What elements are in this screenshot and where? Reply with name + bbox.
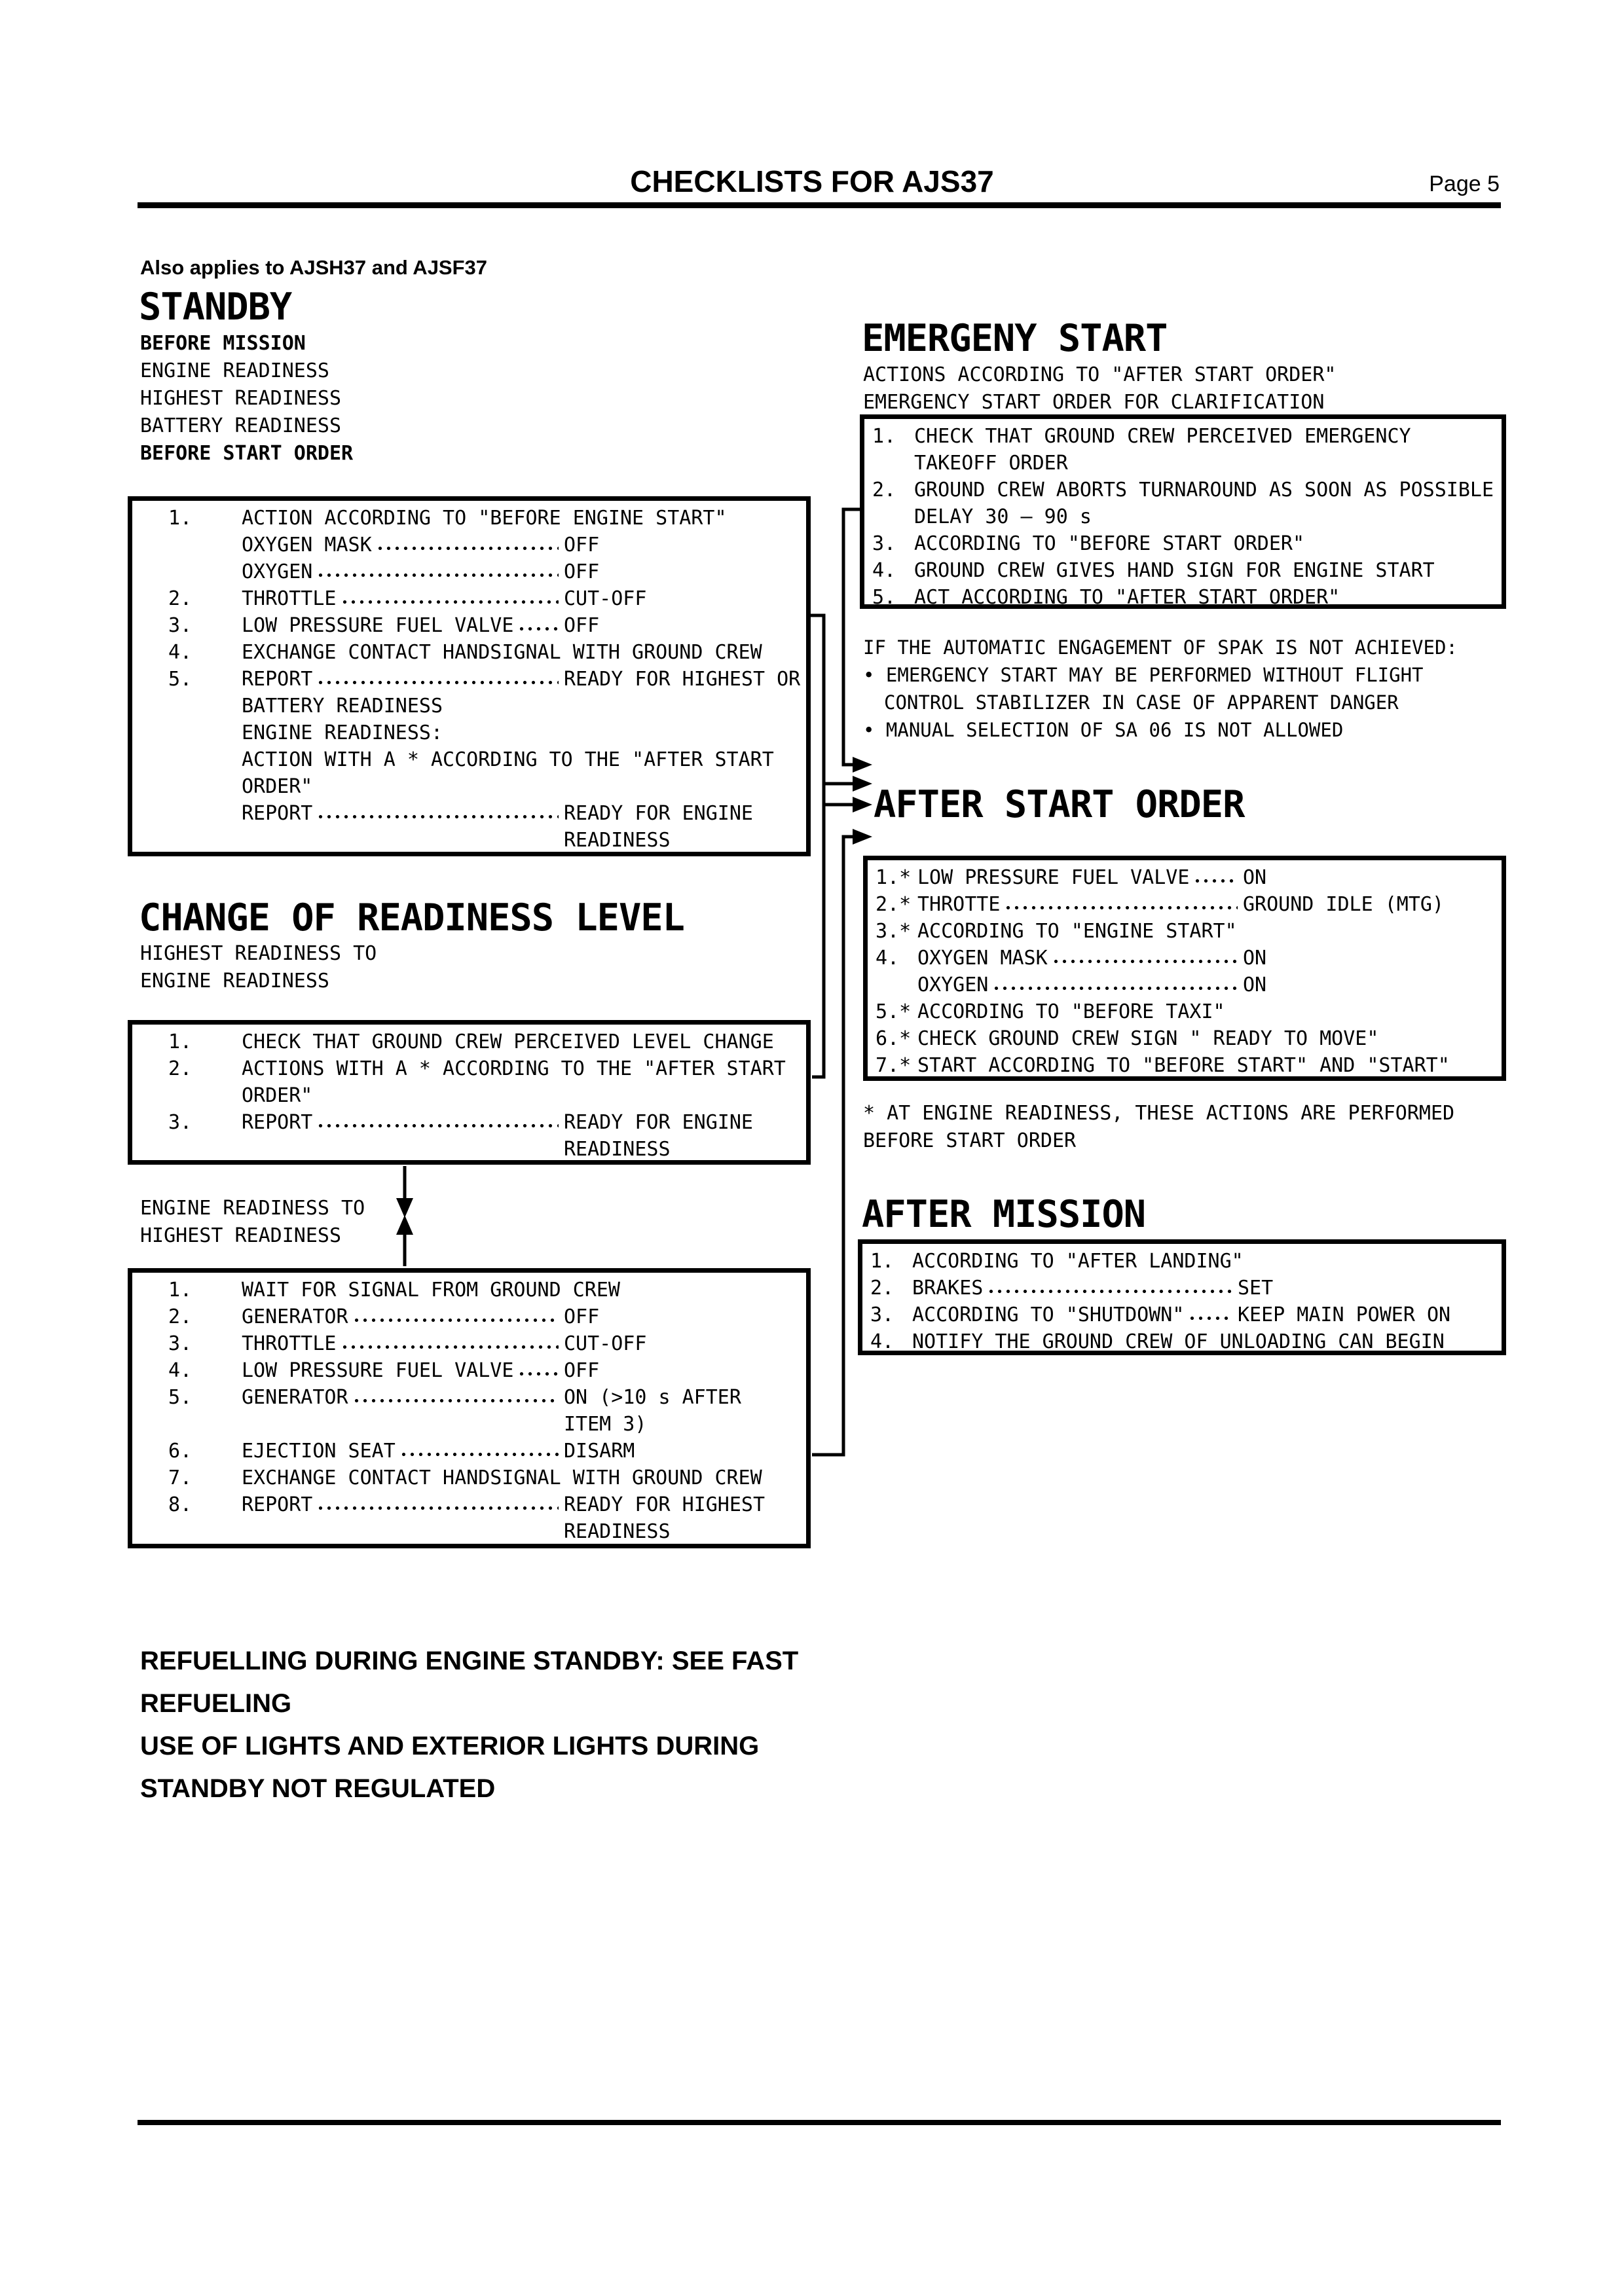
subhead-line: ENGINE READINESS <box>140 970 329 993</box>
subhead-line: ENGINE READINESS TO <box>140 1197 365 1220</box>
item-value: ON (>10 s AFTER <box>564 1386 741 1409</box>
item-value: CUT-OFF <box>564 1332 647 1355</box>
item-number: 4. <box>872 559 896 582</box>
item-label: TAKEOFF ORDER <box>914 452 1068 475</box>
item-label: THROTTLE <box>242 587 337 610</box>
item-label: LOW PRESSURE FUEL VALVE <box>242 614 514 637</box>
item-number: 4. <box>876 947 900 970</box>
item-number: 4. <box>168 641 193 664</box>
change-readiness-section-title: CHANGE OF READINESS LEVEL <box>139 896 684 939</box>
item-number: 2. <box>168 1305 193 1328</box>
item-label: EXCHANGE CONTACT HANDSIGNAL WITH GROUND CREW <box>242 1467 762 1489</box>
item-label: LOW PRESSURE FUEL VALVE <box>242 1359 514 1382</box>
item-value: OFF <box>564 534 600 556</box>
item-number: 3. <box>168 1332 193 1355</box>
item-label: GENERATOR <box>242 1386 348 1409</box>
item-number: 2. <box>168 587 193 610</box>
item-label: GENERATOR <box>242 1305 348 1328</box>
item-value: SET <box>1238 1277 1274 1300</box>
item-label: ACTION WITH A * ACCORDING TO THE "AFTER START <box>242 748 774 771</box>
arrowhead-down-icon <box>396 1198 413 1218</box>
arrowhead-up-icon <box>396 1215 413 1235</box>
item-number: 1.* <box>876 866 912 889</box>
item-number: 1. <box>870 1250 895 1273</box>
item-number: 7.* <box>876 1054 912 1077</box>
arrowhead-1-icon <box>853 757 872 773</box>
item-label: DELAY 30 – 90 s <box>914 505 1092 528</box>
item-value: ON <box>1243 974 1267 996</box>
item-value: CUT-OFF <box>564 587 647 610</box>
emergency-start-section-title: EMERGENY START <box>862 317 1168 360</box>
item-label: ACTION ACCORDING TO "BEFORE ENGINE START" <box>242 507 727 530</box>
item-label: ACCORDING TO "BEFORE TAXI" <box>917 1000 1225 1023</box>
note-line: • EMERGENCY START MAY BE PERFORMED WITHOUT FLIGHT <box>863 664 1424 686</box>
item-number: 1. <box>168 507 193 530</box>
item-value: READINESS <box>564 829 671 852</box>
item-label: REPORT <box>242 1111 313 1134</box>
item-label: ACCORDING TO "SHUTDOWN" <box>912 1303 1185 1326</box>
after-mission-section-title: AFTER MISSION <box>862 1193 1146 1236</box>
item-value: OFF <box>564 1359 600 1382</box>
item-number: 5. <box>168 668 193 691</box>
item-number: 3. <box>872 532 896 555</box>
footer-note-line: REFUELING <box>140 1689 292 1718</box>
arrowhead-2-icon <box>853 776 872 792</box>
item-label: REPORT <box>242 1493 313 1516</box>
item-label: ACCORDING TO "ENGINE START" <box>917 920 1237 943</box>
subhead-line: HIGHEST READINESS TO <box>140 942 377 965</box>
item-label: REPORT <box>242 802 313 825</box>
standby-section-title: STANDBY <box>139 285 292 329</box>
connector-standby-to-change <box>811 615 824 1077</box>
item-value: OFF <box>564 614 600 637</box>
item-number: 5. <box>168 1386 193 1409</box>
item-value: OFF <box>564 560 600 583</box>
item-label: WAIT FOR SIGNAL FROM GROUND CREW <box>242 1279 620 1302</box>
item-number: 5. <box>872 586 896 609</box>
connector-emergency-to-aso <box>843 509 860 765</box>
also-applies-note: Also applies to AJSH37 and AJSF37 <box>140 256 488 279</box>
note-line: * AT ENGINE READINESS, THESE ACTIONS ARE PERFORMED <box>863 1102 1455 1125</box>
item-label: ENGINE READINESS: <box>242 721 443 744</box>
item-number: 6. <box>168 1440 193 1463</box>
item-label: BRAKES <box>912 1277 984 1300</box>
item-label: CHECK GROUND CREW SIGN " READY TO MOVE" <box>917 1027 1379 1050</box>
item-number: 1. <box>168 1279 193 1302</box>
note-line: BEFORE START ORDER <box>863 1129 1077 1152</box>
arrowhead-4-icon <box>853 829 872 845</box>
item-label: THROTTE <box>917 893 1001 916</box>
subhead-line: HIGHEST READINESS <box>140 1224 342 1247</box>
subhead-line: ENGINE READINESS <box>140 359 329 382</box>
footer-rule <box>138 2120 1501 2125</box>
item-label: BATTERY READINESS <box>242 695 443 718</box>
subhead-line: BEFORE START ORDER <box>140 442 354 465</box>
item-label: ORDER" <box>242 775 313 798</box>
item-label: OXYGEN <box>242 560 313 583</box>
item-label: EXCHANGE CONTACT HANDSIGNAL WITH GROUND CREW <box>242 641 762 664</box>
item-value: ITEM 3) <box>564 1413 647 1436</box>
item-label: ACT ACCORDING TO "AFTER START ORDER" <box>914 586 1340 609</box>
item-label: GROUND CREW ABORTS TURNAROUND AS SOON AS POSSIBLE <box>914 479 1494 501</box>
item-label: REPORT <box>242 668 313 691</box>
item-value: READY FOR HIGHEST OR <box>564 668 801 691</box>
item-label: CHECK THAT GROUND CREW PERCEIVED EMERGENCY <box>914 425 1411 448</box>
item-number: 1. <box>872 425 896 448</box>
item-label: GROUND CREW GIVES HAND SIGN FOR ENGINE START <box>914 559 1435 582</box>
item-label: ACTIONS WITH A * ACCORDING TO THE "AFTER START <box>242 1057 786 1080</box>
item-label: START ACCORDING TO "BEFORE START" AND "START" <box>917 1054 1450 1077</box>
item-number: 4. <box>870 1330 895 1353</box>
item-label: ACCORDING TO "BEFORE START ORDER" <box>914 532 1305 555</box>
item-value: ON <box>1243 866 1267 889</box>
item-value: READY FOR ENGINE <box>564 802 753 825</box>
item-label: EJECTION SEAT <box>242 1440 396 1463</box>
item-label: LOW PRESSURE FUEL VALVE <box>917 866 1190 889</box>
subhead-line: EMERGENCY START ORDER FOR CLARIFICATION <box>863 391 1325 414</box>
note-line: • MANUAL SELECTION OF SA 06 IS NOT ALLOWED <box>863 719 1344 741</box>
item-label: ORDER" <box>242 1084 313 1107</box>
footer-note-line: STANDBY NOT REGULATED <box>140 1774 496 1803</box>
note-line: CONTROL STABILIZER IN CASE OF APPARENT DANGER <box>884 691 1399 714</box>
item-value: OFF <box>564 1305 600 1328</box>
subhead-line: BEFORE MISSION <box>140 332 306 355</box>
item-value: DISARM <box>564 1440 635 1463</box>
item-label: OXYGEN MASK <box>917 947 1048 970</box>
item-number: 6.* <box>876 1027 912 1050</box>
item-value: READINESS <box>564 1520 671 1543</box>
item-number: 2. <box>168 1057 193 1080</box>
item-number: 3. <box>168 1111 193 1134</box>
item-number: 2. <box>872 479 896 501</box>
page-number: Page 5 <box>1429 172 1500 196</box>
subhead-line: ACTIONS ACCORDING TO "AFTER START ORDER" <box>863 363 1337 386</box>
item-number: 3.* <box>876 920 912 943</box>
item-value: READY FOR HIGHEST <box>564 1493 766 1516</box>
item-number: 7. <box>168 1467 193 1489</box>
note-line: IF THE AUTOMATIC ENGAGEMENT OF SPAK IS NOT ACHIEVED: <box>863 636 1458 659</box>
item-label: CHECK THAT GROUND CREW PERCEIVED LEVEL CHANGE <box>242 1030 774 1053</box>
item-number: 1. <box>168 1030 193 1053</box>
item-number: 5.* <box>876 1000 912 1023</box>
item-value: KEEP MAIN POWER ON <box>1238 1303 1451 1326</box>
item-label: OXYGEN <box>917 974 989 996</box>
subhead-line: BATTERY READINESS <box>140 414 342 437</box>
item-number: 3. <box>168 614 193 637</box>
item-number: 2.* <box>876 893 912 916</box>
item-number: 8. <box>168 1493 193 1516</box>
item-label: OXYGEN MASK <box>242 534 372 556</box>
item-label: THROTTLE <box>242 1332 337 1355</box>
item-value: GROUND IDLE (MTG) <box>1243 893 1445 916</box>
item-label: NOTIFY THE GROUND CREW OF UNLOADING CAN BEGIN <box>912 1330 1445 1353</box>
connector-box3-to-aso <box>812 837 853 1455</box>
item-value: ON <box>1243 947 1267 970</box>
item-number: 4. <box>168 1359 193 1382</box>
arrowhead-3-icon <box>853 797 872 812</box>
after-start-order-section-title: AFTER START ORDER <box>874 783 1245 826</box>
footer-note-line: USE OF LIGHTS AND EXTERIOR LIGHTS DURING <box>140 1732 760 1760</box>
item-number: 3. <box>870 1303 895 1326</box>
item-value: READY FOR ENGINE <box>564 1111 753 1134</box>
page-title: CHECKLISTS FOR AJS37 <box>630 164 994 198</box>
item-value: READINESS <box>564 1138 671 1161</box>
item-label: ACCORDING TO "AFTER LANDING" <box>912 1250 1244 1273</box>
subhead-line: HIGHEST READINESS <box>140 387 342 410</box>
footer-note-line: REFUELLING DURING ENGINE STANDBY: SEE FAST <box>140 1647 799 1675</box>
item-number: 2. <box>870 1277 895 1300</box>
